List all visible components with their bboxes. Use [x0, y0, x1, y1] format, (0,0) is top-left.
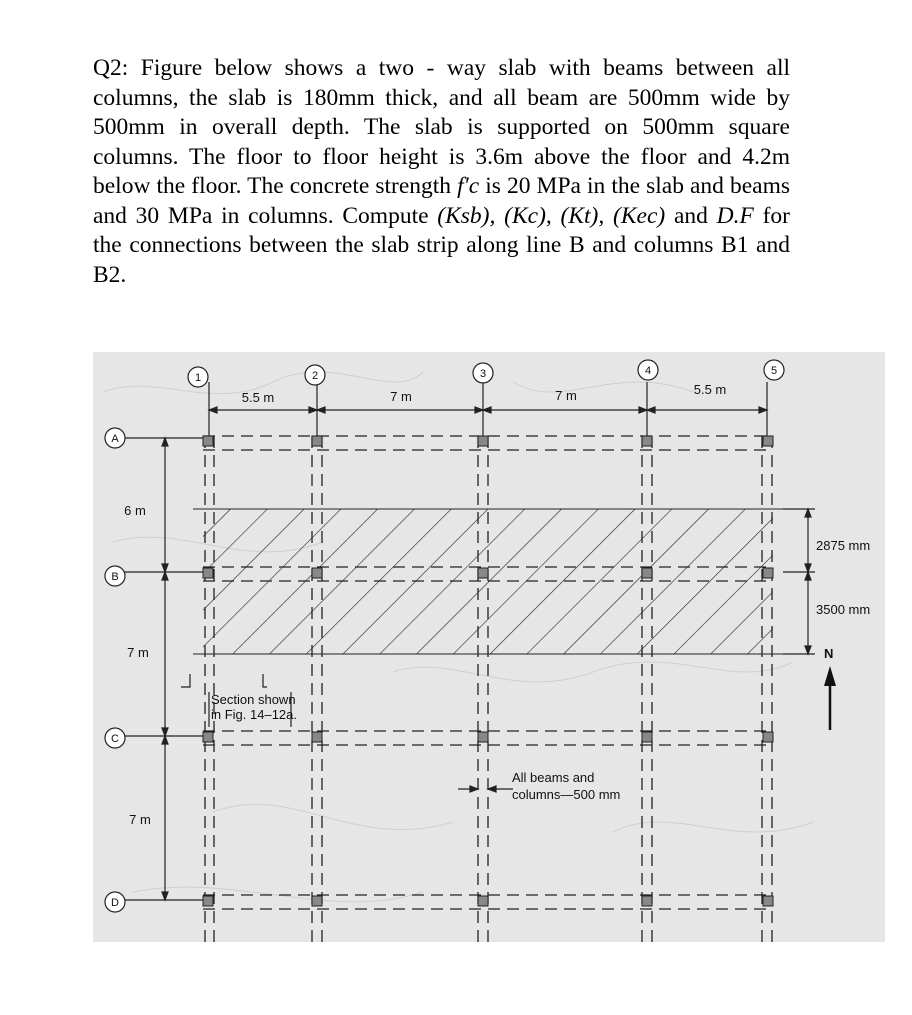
beams-note-line-2: columns—500 mm [512, 787, 621, 802]
concrete-strength-symbol: f′c [457, 173, 480, 199]
span-label-a-b: 6 m [124, 503, 146, 518]
span-label-c-d: 7 m [129, 812, 151, 827]
section-note-line-1: Section shown [211, 692, 296, 707]
row-beams [203, 436, 771, 909]
question-intro: Figure below shows a two - way slab with beams between all columns, the slab is 180mm thick, and all beam are 500mm wide by 500mm in overall depth. The slab is supported on 500mm square columns. The floor to floor height is 3.6m above the floor and 4.2m below the floor. The concrete strength [93, 55, 791, 199]
north-label: N [824, 646, 834, 661]
kc-term: (Kc), [504, 202, 552, 229]
beam-width-arrows [458, 786, 513, 792]
column-label-5: 5 [770, 365, 778, 377]
span-label-b-c: 7 m [127, 645, 149, 660]
left-dimension-line [162, 438, 168, 900]
north-arrow-icon [824, 666, 836, 730]
span-label-1-2: 5.5 m [241, 390, 275, 405]
span-label-2-3: 7 m [390, 389, 412, 404]
question-text [93, 54, 790, 290]
span-label-3-4: 7 m [555, 388, 577, 403]
column-label-1: 1 [194, 372, 202, 384]
kt-term: (Kt), [560, 202, 605, 229]
row-label-a: A [111, 433, 119, 445]
strip-dimension-line [783, 509, 815, 654]
df-term: D.F [716, 202, 754, 229]
beams-note-line-1: All beams and [512, 770, 595, 785]
row-label-c: C [111, 733, 119, 745]
column-label-4: 4 [644, 365, 652, 377]
kec-term: (Kec) [613, 202, 666, 229]
floor-plan-figure [93, 352, 885, 942]
question-label: Q2: [93, 55, 129, 81]
row-label-b: B [111, 571, 119, 583]
top-dimension-line [209, 407, 767, 413]
and-word: and [673, 202, 708, 229]
column-label-3: 3 [479, 368, 487, 380]
ksb-term: (Ksb), [437, 202, 496, 229]
column-label-2: 2 [311, 370, 319, 382]
strip-dimension-top: 2875 mm [816, 538, 871, 553]
question-end: for the connections between the slab strip along line B and columns B1 and B2. [93, 202, 790, 288]
span-label-4-5: 5.5 m [693, 382, 727, 397]
strip-dimension-bottom: 3500 mm [816, 602, 871, 617]
question-mid: is 20 MPa in the slab and beams and 30 MPa in columns. Compute [93, 173, 791, 229]
row-line-bubbles [105, 428, 125, 912]
section-note-line-2: in Fig. 14–12a. [211, 707, 298, 722]
row-label-d: D [111, 897, 119, 909]
